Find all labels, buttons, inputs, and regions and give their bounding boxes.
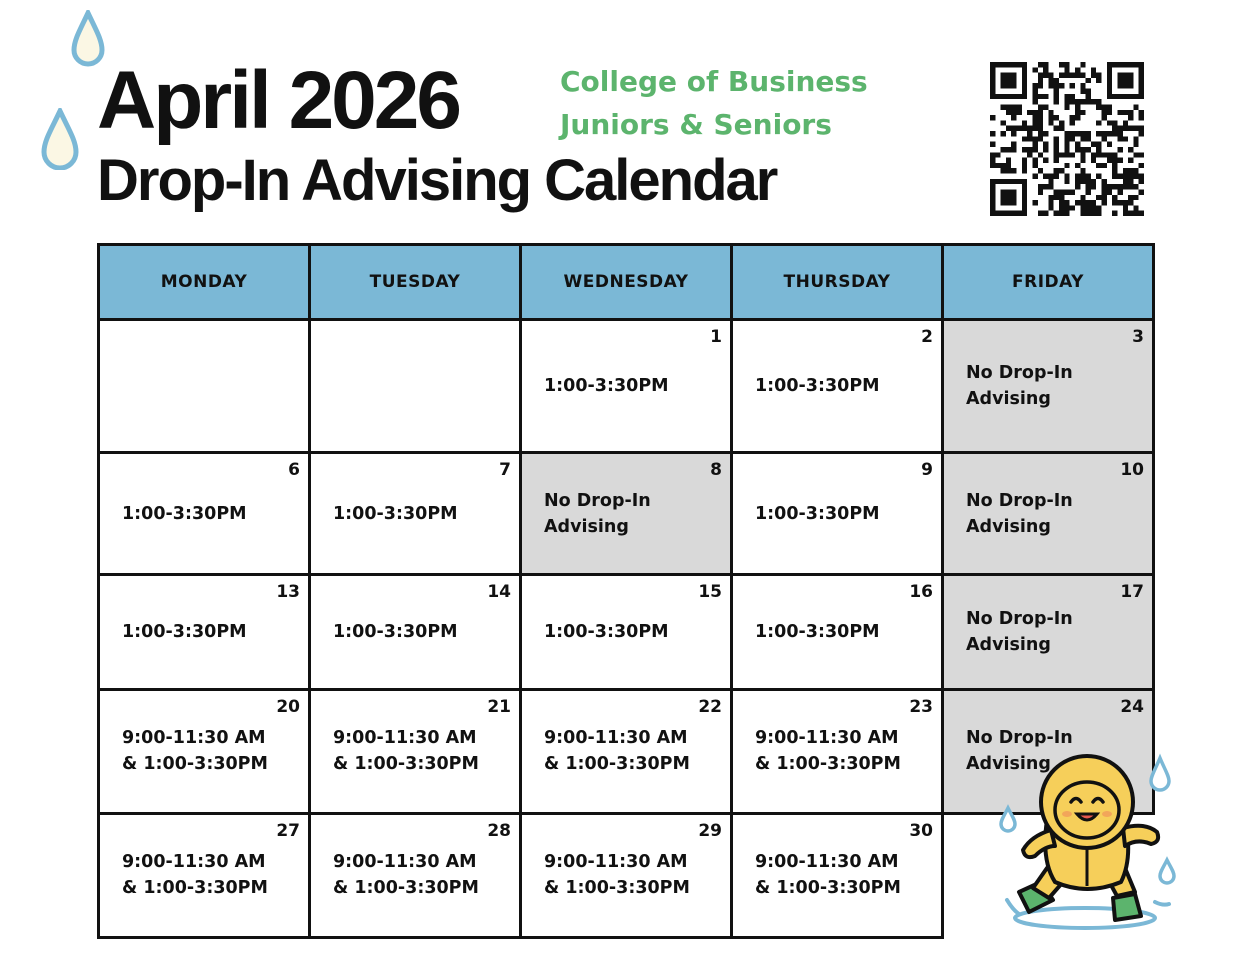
advising-hours: 1:00-3:30PM [333,622,458,642]
day-cell [732,320,943,453]
day-cell [521,320,732,453]
advising-hours: 9:00-11:30 AM & 1:00-3:30PM [333,728,479,774]
day-cell [310,690,521,814]
day-number: 9 [921,460,933,480]
week-row [99,320,1154,453]
weekday-header: WEDNESDAY [521,245,732,320]
day-number: 14 [487,582,511,602]
day-cell [521,575,732,690]
day-cell-closed [943,453,1154,575]
day-cell [310,575,521,690]
advising-hours: 1:00-3:30PM [755,376,880,396]
day-number: 24 [1120,697,1144,717]
day-number: 15 [698,582,722,602]
day-number: 29 [698,821,722,841]
day-number: 16 [909,582,933,602]
day-cell [521,814,732,938]
day-cell [732,814,943,938]
week-row [99,453,1154,575]
no-advising-note: No Drop-In Advising [966,609,1073,655]
advising-hours: 1:00-3:30PM [122,503,247,524]
day-number: 8 [710,460,722,480]
day-cell [732,575,943,690]
raincoat-mascot-illustration [995,750,1180,940]
no-advising-note: No Drop-In Advising [966,728,1073,774]
no-advising-note: No Drop-In Advising [966,490,1073,537]
day-number: 22 [698,697,722,717]
empty-day-cell [99,320,310,453]
advising-hours: 1:00-3:30PM [122,622,247,642]
advising-hours: 9:00-11:30 AM & 1:00-3:30PM [122,852,268,898]
advising-hours: 1:00-3:30PM [333,503,458,524]
day-number: 10 [1120,460,1144,480]
day-number: 21 [487,697,511,717]
audience-block [560,60,868,146]
advising-hours: 1:00-3:30PM [544,622,669,642]
advising-hours: 1:00-3:30PM [755,503,880,524]
advising-hours: 9:00-11:30 AM & 1:00-3:30PM [755,728,901,774]
day-number: 20 [276,697,300,717]
day-cell [310,453,521,575]
week-row [99,575,1154,690]
day-number: 2 [921,327,933,347]
page-subtitle: Drop-In Advising Calendar [97,148,777,213]
no-advising-note: No Drop-In Advising [966,363,1073,409]
advising-hours: 1:00-3:30PM [755,622,880,642]
college-label: College of Business [560,65,868,98]
day-cell-closed [521,453,732,575]
weekday-header: FRIDAY [943,245,1154,320]
day-cell-closed [943,320,1154,453]
advising-hours: 9:00-11:30 AM & 1:00-3:30PM [544,852,690,898]
day-number: 23 [909,697,933,717]
advising-hours: 9:00-11:30 AM & 1:00-3:30PM [544,728,690,774]
day-number: 27 [276,821,300,841]
day-cell [732,453,943,575]
qr-code [990,62,1144,216]
day-cell [99,453,310,575]
day-number: 17 [1120,582,1144,602]
advising-hours: 9:00-11:30 AM & 1:00-3:30PM [755,852,901,898]
day-cell [99,690,310,814]
day-number: 30 [909,821,933,841]
raindrop-icon [40,108,80,170]
day-cell [732,690,943,814]
advising-hours: 9:00-11:30 AM & 1:00-3:30PM [122,728,268,774]
day-number: 28 [487,821,511,841]
weekday-header: TUESDAY [310,245,521,320]
weekday-header: MONDAY [99,245,310,320]
day-cell-closed [943,575,1154,690]
advising-hours: 9:00-11:30 AM & 1:00-3:30PM [333,852,479,898]
day-cell [99,814,310,938]
class-level-label: Juniors & Seniors [560,108,832,141]
advising-hours: 1:00-3:30PM [544,376,669,396]
day-cell [310,814,521,938]
no-advising-note: No Drop-In Advising [544,490,651,537]
day-number: 3 [1132,327,1144,347]
day-number: 13 [276,582,300,602]
day-cell [99,575,310,690]
weekday-header-row [99,245,1154,320]
day-number: 6 [288,460,300,480]
day-number: 7 [499,460,511,480]
empty-day-cell [310,320,521,453]
weekday-header: THURSDAY [732,245,943,320]
day-number: 1 [710,327,722,347]
page-title: April 2026 [97,55,459,146]
day-cell [521,690,732,814]
